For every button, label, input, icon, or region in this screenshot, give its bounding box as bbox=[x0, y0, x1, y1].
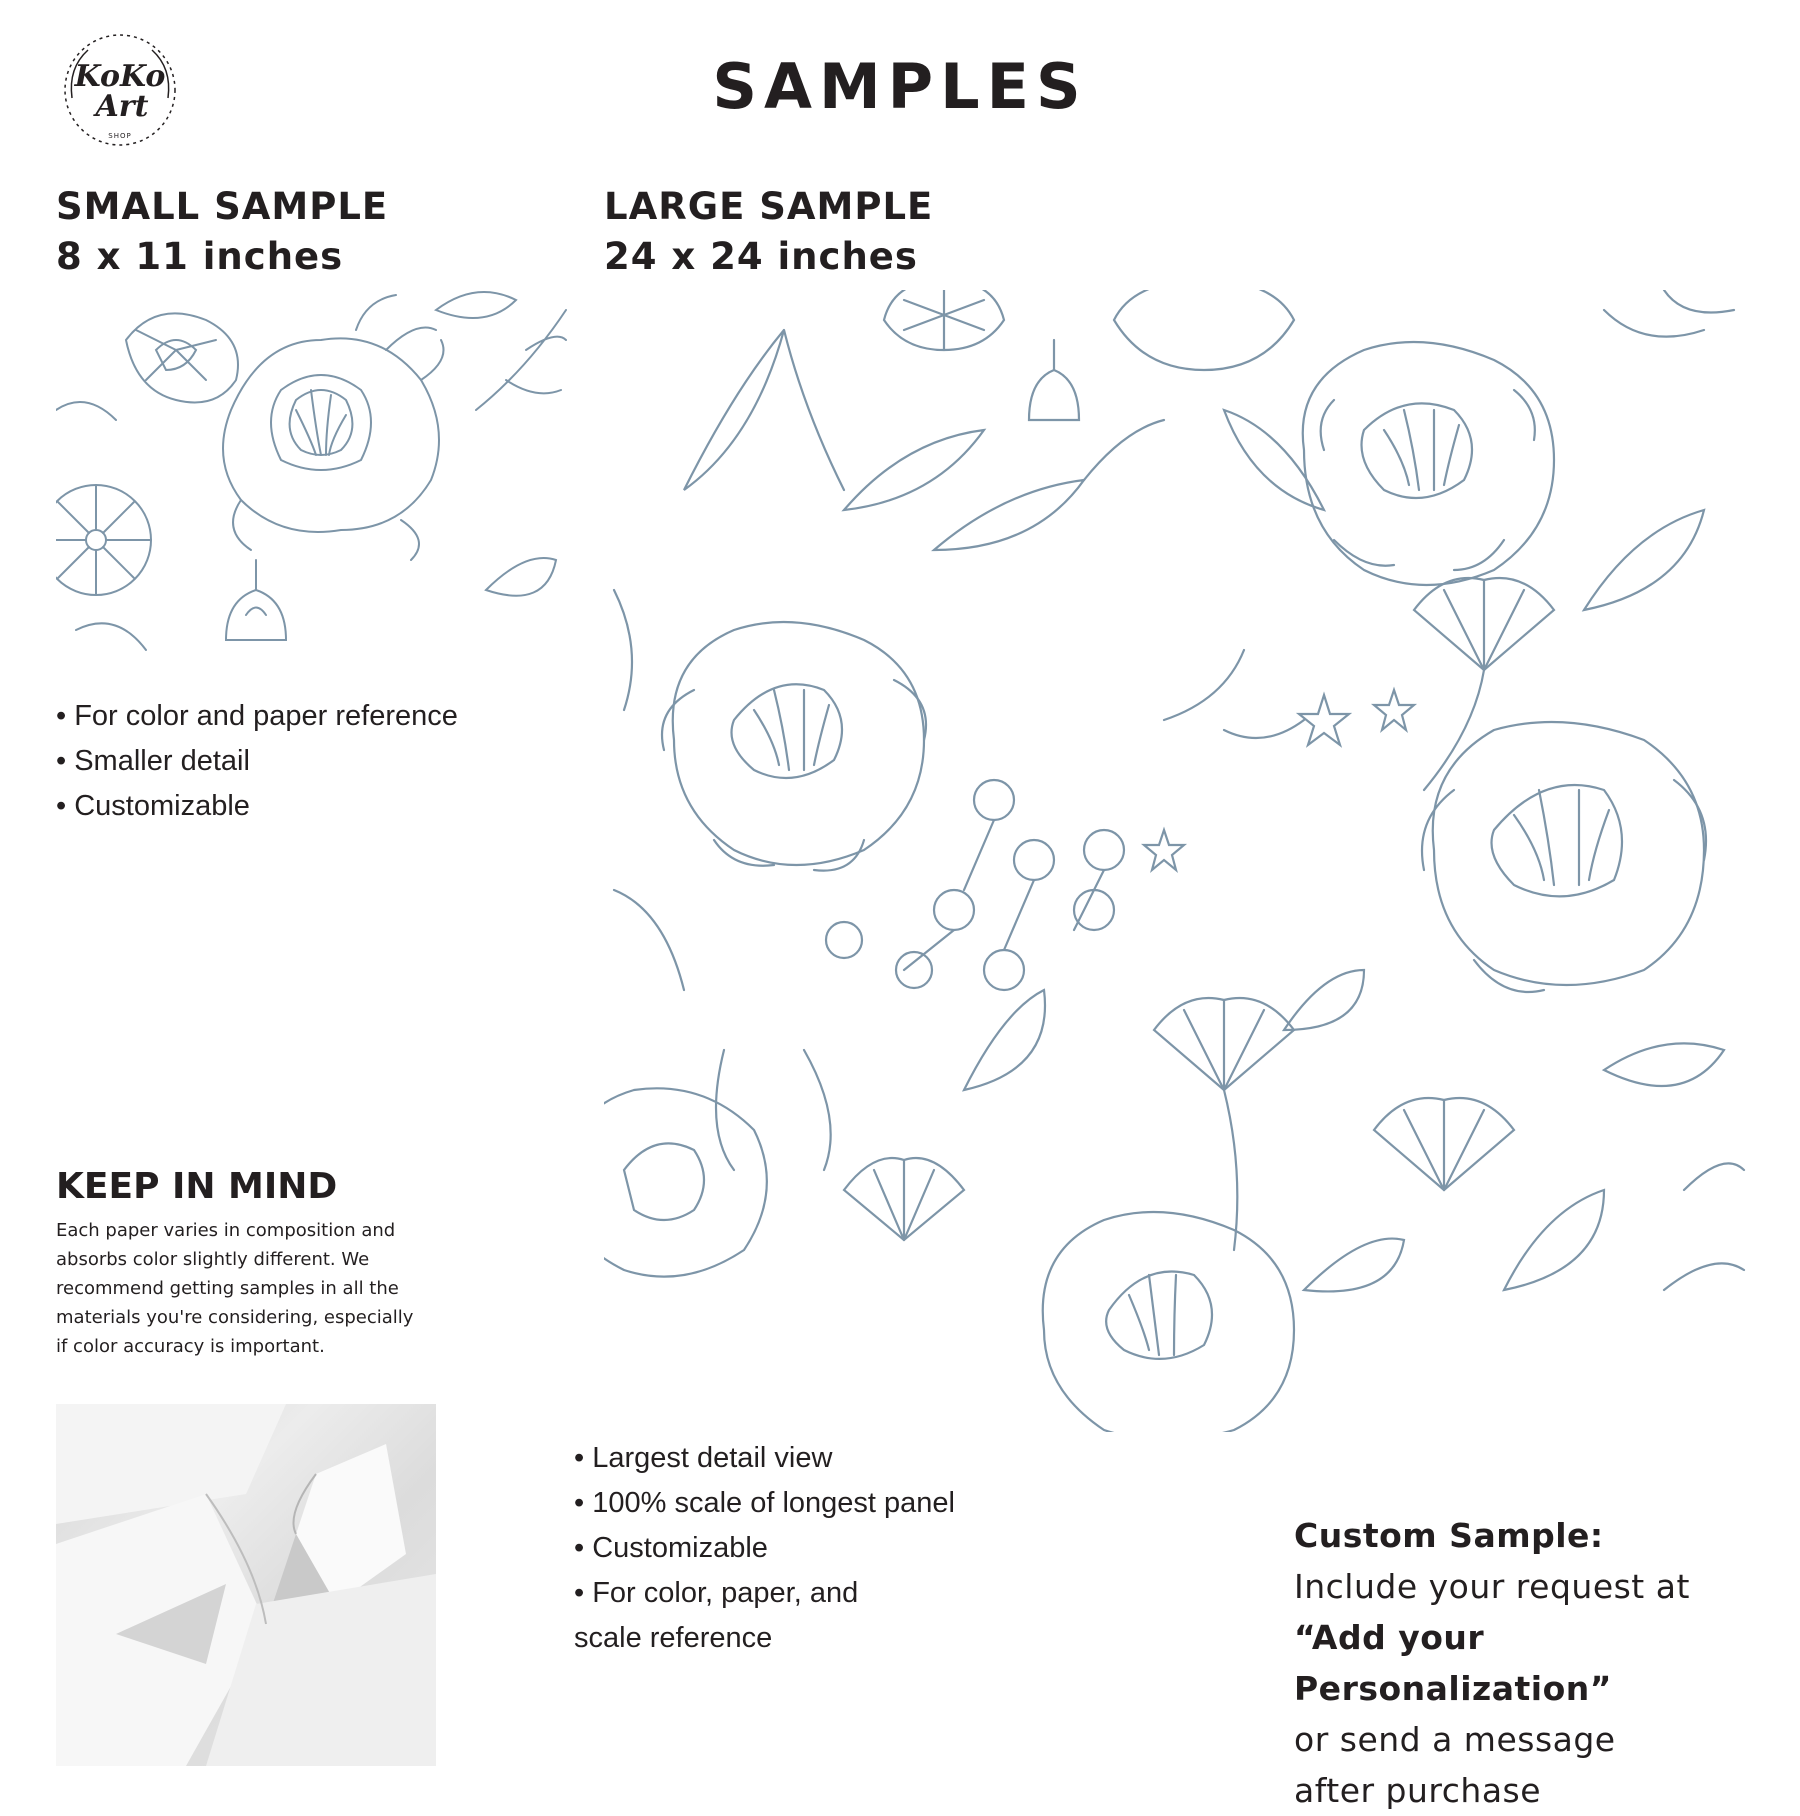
page-title: SAMPLES bbox=[712, 50, 1088, 123]
small-sample-bullets bbox=[56, 694, 458, 829]
small-sample-heading: SMALL SAMPLE bbox=[56, 185, 389, 228]
paper-samples-photo bbox=[56, 1404, 436, 1766]
list-item: • 100% scale of longest panel bbox=[574, 1487, 955, 1519]
keep-in-mind-body: Each paper varies in composition and absorbs color slightly different. We recommend getting samples in all the materials you're considering, especially if color accuracy is important. bbox=[56, 1220, 414, 1357]
custom-sample-personalization: “Add your Personalization” bbox=[1294, 1618, 1612, 1708]
custom-sample-line: or send a message bbox=[1294, 1720, 1616, 1759]
small-sample-floral-image bbox=[56, 290, 578, 670]
list-item: • Customizable bbox=[56, 790, 250, 822]
small-sample-size: 8 x 11 inches bbox=[56, 235, 344, 278]
large-sample-header bbox=[604, 182, 933, 282]
large-sample-heading: LARGE SAMPLE bbox=[604, 185, 934, 228]
large-sample-floral-image bbox=[604, 290, 1746, 1432]
custom-sample-heading: Custom Sample: bbox=[1294, 1516, 1604, 1555]
logo-text-shop: SHOP bbox=[108, 132, 132, 140]
custom-sample-line: Include your request at bbox=[1294, 1567, 1690, 1606]
logo-text-art: Art bbox=[95, 89, 149, 124]
list-item: • For color and paper reference bbox=[56, 700, 458, 732]
large-sample-size: 24 x 24 inches bbox=[604, 235, 918, 278]
custom-sample-line: after purchase bbox=[1294, 1771, 1542, 1810]
list-item: • Customizable bbox=[574, 1532, 768, 1564]
small-sample-header bbox=[56, 182, 388, 282]
custom-sample-block bbox=[1294, 1510, 1800, 1816]
large-sample-bullets bbox=[574, 1436, 955, 1661]
logo-text-koko: KoKo bbox=[74, 59, 166, 94]
list-item: • Largest detail view bbox=[574, 1442, 833, 1474]
list-item: • For color, paper, and bbox=[574, 1577, 859, 1609]
keep-in-mind-heading: KEEP IN MIND bbox=[56, 1166, 338, 1207]
list-item: • Smaller detail bbox=[56, 745, 250, 777]
list-item: scale reference bbox=[574, 1622, 773, 1654]
